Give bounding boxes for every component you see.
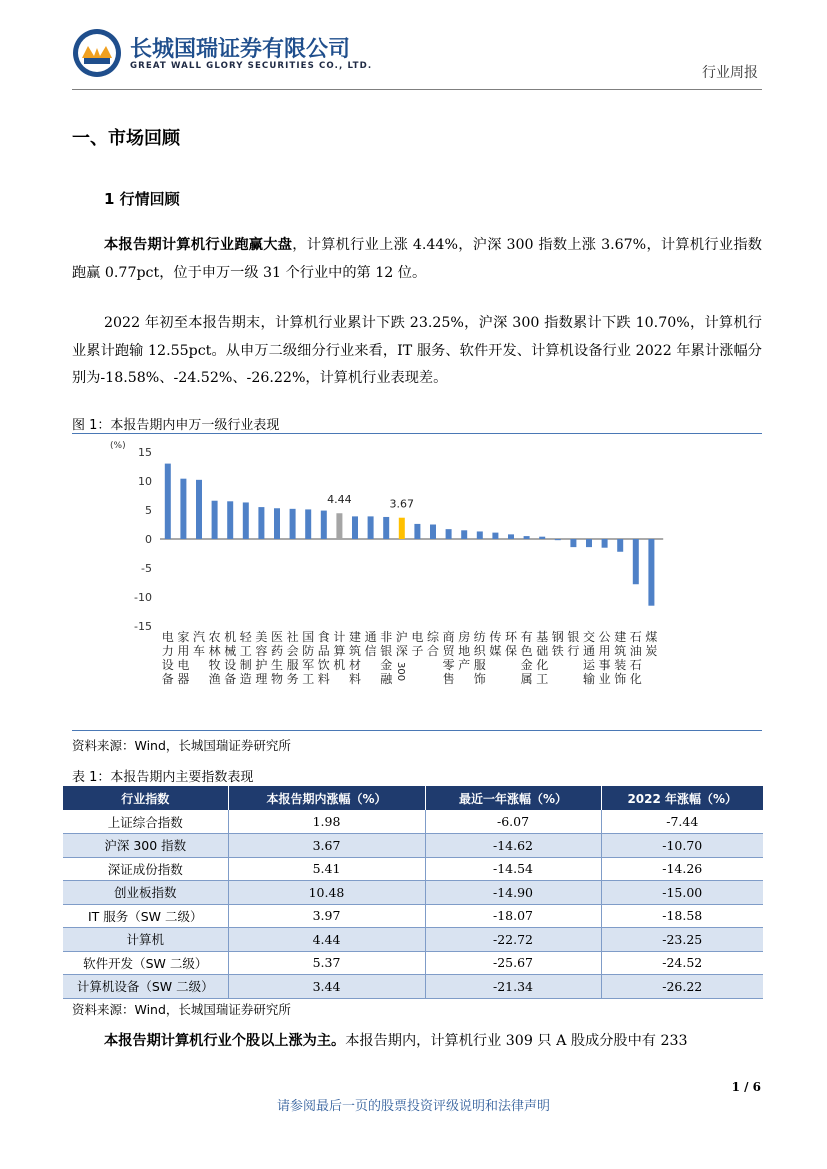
category-label-家用电器: 家用电器 <box>177 630 190 686</box>
table-cell: -14.26 <box>601 857 763 881</box>
table-header-row <box>63 786 763 810</box>
bar-食品饮料 <box>321 511 327 539</box>
bar-环保 <box>508 534 514 539</box>
table-row <box>63 928 763 952</box>
category-label-非银金融: 非银金融 <box>380 630 393 686</box>
table-cell: IT 服务（SW 二级） <box>63 904 228 928</box>
paragraph-1-body: ，计算机行业上涨 4.44%，沪深 300 指数上涨 3.67%，计算机行业指数跑赢 0.77pct，位于申万一级 31 个行业中的第 12 位。 <box>72 237 762 281</box>
figure-1-source: 资料来源：Wind，长城国瑞证券研究所 <box>72 738 291 753</box>
bar-钢铁 <box>555 539 561 540</box>
bar-有色金属 <box>524 536 530 539</box>
table-cell: 3.67 <box>228 834 425 858</box>
table-cell: 4.44 <box>228 928 425 952</box>
svg-text:深: 深 <box>395 644 408 658</box>
category-label-公用事业: 公用事业 <box>598 630 611 686</box>
table-cell: -14.62 <box>425 834 601 858</box>
y-tick-label: 10 <box>138 475 152 488</box>
category-label-建筑装饰: 建筑装饰 <box>614 630 627 686</box>
table-row <box>63 834 763 858</box>
table-cell: -14.90 <box>425 881 601 905</box>
category-label-石油石化: 石油石化 <box>629 630 642 686</box>
figure-1-bottom-rule <box>72 730 762 731</box>
table-cell: -26.22 <box>601 975 763 999</box>
bar-公用事业 <box>602 539 608 548</box>
bar-计算机 <box>336 513 342 539</box>
y-tick-label: -5 <box>141 562 152 575</box>
page-header <box>72 24 762 90</box>
bar-房地产 <box>461 530 467 539</box>
bar-银行 <box>570 539 576 547</box>
bar-农林牧渔 <box>212 501 218 539</box>
company-logo-icon <box>72 28 122 78</box>
y-tick-label: 5 <box>145 504 152 517</box>
bar-传媒 <box>492 533 498 539</box>
table-cell: -18.58 <box>601 904 763 928</box>
category-label-轻工制造: 轻工制造 <box>239 630 252 686</box>
category-label-纺织服饰: 纺织服饰 <box>473 630 486 686</box>
bar-国防军工 <box>305 509 311 539</box>
table-row <box>63 881 763 905</box>
table-row <box>63 951 763 975</box>
table-header-cell: 本报告期内涨幅（%） <box>228 786 425 810</box>
table-1-source: 资料来源：Wind，长城国瑞证券研究所 <box>72 1002 291 1017</box>
table-cell: -21.34 <box>425 975 601 999</box>
subsection-title: 1 行情回顾 <box>104 190 180 208</box>
paragraph-1 <box>72 232 762 287</box>
paragraph-1-lead: 本报告期计算机行业跑赢大盘 <box>104 237 293 253</box>
bar-非银金融 <box>383 517 389 539</box>
company-name-cn: 长城国瑞证券有限公司 <box>130 37 351 62</box>
category-label-环保: 环保 <box>504 630 518 658</box>
table-cell: 沪深 300 指数 <box>63 834 228 858</box>
category-label-综合: 综合 <box>426 630 440 658</box>
bar-社会服务 <box>290 509 296 539</box>
chart-bars <box>165 464 655 606</box>
table-header-cell: 最近一年涨幅（%） <box>425 786 601 810</box>
table-cell: -24.52 <box>601 951 763 975</box>
paragraph-2: 2022 年初至本报告期末，计算机行业累计下跌 23.25%，沪深 300 指数累计下跌 10.70%，计算机行业累计跑输 12.55pct。从申万二级细分行业来看，IT 服务、软件开发、计算机设备行业 2022 年累计涨幅分别为-18.58%、-24.52%、-26.22%，计算机行业表现差。 <box>72 315 762 386</box>
y-axis-unit-label: (%) <box>110 441 126 451</box>
table-cell: 创业板指数 <box>63 881 228 905</box>
table-cell: 计算机 <box>63 928 228 952</box>
table-cell: 1.98 <box>228 810 425 834</box>
bar-建筑装饰 <box>617 539 623 552</box>
category-label-交通运输: 交通运输 <box>582 630 596 686</box>
bar-美容护理 <box>258 507 264 539</box>
index-performance-table <box>63 786 763 999</box>
category-label-机械设备: 机械设备 <box>224 630 237 686</box>
category-label-房地产: 房地产 <box>458 630 471 672</box>
y-tick-label: 0 <box>145 533 152 546</box>
y-tick-label: 15 <box>138 446 152 459</box>
table-cell: -14.54 <box>425 857 601 881</box>
table-1-caption: 表 1：本报告期内主要指数表现 <box>72 770 254 785</box>
bar-家用电器 <box>180 479 186 539</box>
page-number: 1 / 6 <box>731 1080 761 1094</box>
bar-沪深300 <box>399 518 405 539</box>
table-row <box>63 810 763 834</box>
data-label-计算机: 4.44 <box>327 493 352 507</box>
paragraph-3 <box>72 1028 762 1056</box>
table-cell: -22.72 <box>425 928 601 952</box>
category-label-有色金属: 有色金属 <box>520 630 533 686</box>
table-cell: 5.41 <box>228 857 425 881</box>
category-label-计算机: 计算机 <box>333 630 346 672</box>
table-cell: -6.07 <box>425 810 601 834</box>
data-label-沪深300: 3.67 <box>389 497 415 511</box>
category-label-电子: 电子 <box>411 630 424 658</box>
table-cell: -18.07 <box>425 904 601 928</box>
table-cell: 深证成份指数 <box>63 857 228 881</box>
table-cell: -25.67 <box>425 951 601 975</box>
table-row <box>63 904 763 928</box>
figure-1-rule <box>72 433 762 434</box>
category-label-银行: 银行 <box>567 630 580 658</box>
bar-机械设备 <box>227 501 233 539</box>
category-label-医药生物: 医药生物 <box>270 630 284 686</box>
bar-汽车 <box>196 480 202 539</box>
bar-商贸零售 <box>446 529 452 539</box>
table-cell: 5.37 <box>228 951 425 975</box>
table-cell: -7.44 <box>601 810 763 834</box>
table-cell: 3.97 <box>228 904 425 928</box>
category-label-美容护理: 美容护理 <box>255 630 268 686</box>
bar-煤炭 <box>648 539 654 606</box>
svg-text:300: 300 <box>394 662 406 682</box>
bar-纺织服饰 <box>477 531 483 539</box>
y-tick-label: -15 <box>134 620 152 633</box>
category-label-建筑材料: 建筑材料 <box>348 630 362 686</box>
table-cell: 计算机设备（SW 二级） <box>63 975 228 999</box>
table-row <box>63 975 763 999</box>
report-type: 行业周报 <box>702 65 758 81</box>
svg-text:沪: 沪 <box>395 630 408 644</box>
table-header-cell: 2022 年涨幅（%） <box>601 786 763 810</box>
category-label-钢铁: 钢铁 <box>551 630 564 658</box>
category-label-基础化工: 基础化工 <box>536 630 549 686</box>
table-cell: 上证综合指数 <box>63 810 228 834</box>
table-cell: -23.25 <box>601 928 763 952</box>
company-name-en: GREAT WALL GLORY SECURITIES CO., LTD. <box>130 61 373 71</box>
category-label-沪深300 <box>395 629 408 681</box>
industry-performance-chart <box>72 440 762 730</box>
category-label-商贸零售: 商贸零售 <box>442 630 455 686</box>
bar-电力设备 <box>165 464 171 539</box>
category-label-农林牧渔: 农林牧渔 <box>208 630 221 686</box>
bar-电子 <box>414 524 420 539</box>
figure-1-caption: 图 1：本报告期内申万一级行业表现 <box>72 418 280 433</box>
table-cell: 3.44 <box>228 975 425 999</box>
bar-轻工制造 <box>243 502 249 539</box>
bar-医药生物 <box>274 508 280 539</box>
table-header-cell: 行业指数 <box>63 786 228 810</box>
bar-建筑材料 <box>352 516 358 539</box>
page-footer-disclaimer: 请参阅最后一页的股票投资评级说明和法律声明 <box>276 1099 550 1114</box>
category-label-食品饮料: 食品饮料 <box>317 630 330 686</box>
category-label-传媒: 传媒 <box>489 630 502 658</box>
paragraph-3-lead: 本报告期计算机行业个股以上涨为主。 <box>104 1033 346 1049</box>
paragraph-3-body: 本报告期内，计算机行业 309 只 A 股成分股中有 233 <box>345 1033 688 1049</box>
bar-基础化工 <box>539 537 545 539</box>
bar-交通运输 <box>586 539 592 547</box>
bar-通信 <box>368 516 374 539</box>
category-label-通信: 通信 <box>364 630 377 658</box>
bar-石油石化 <box>633 539 639 584</box>
category-label-煤炭: 煤炭 <box>645 630 658 658</box>
category-label-电力设备: 电力设备 <box>161 630 174 686</box>
category-label-社会服务: 社会服务 <box>286 630 299 686</box>
y-tick-label: -10 <box>134 591 152 604</box>
bar-综合 <box>430 525 436 540</box>
table-cell: 软件开发（SW 二级） <box>63 951 228 975</box>
chart-labels <box>162 493 658 686</box>
category-label-国防军工: 国防军工 <box>302 630 315 686</box>
category-label-汽车: 汽车 <box>192 630 206 658</box>
table-cell: -10.70 <box>601 834 763 858</box>
table-cell: 10.48 <box>228 881 425 905</box>
section-title: 一、市场回顾 <box>72 128 180 149</box>
table-cell: -15.00 <box>601 881 763 905</box>
table-row <box>63 857 763 881</box>
